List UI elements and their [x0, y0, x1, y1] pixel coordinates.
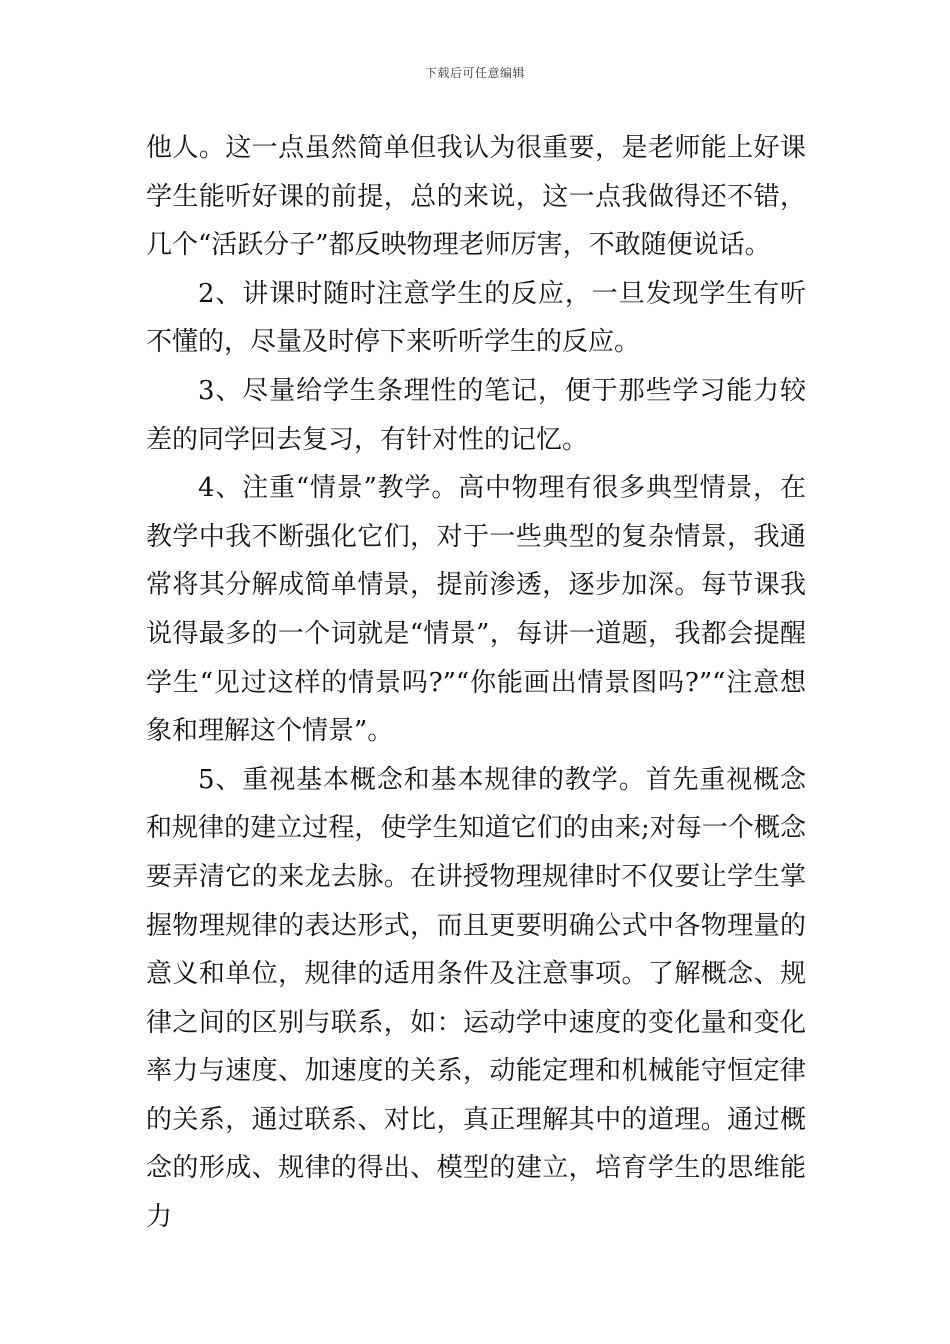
paragraph-item-5: 5、重视基本概念和基本规律的教学。首先重视概念和规律的建立过程，使学生知道它们的由来;对每一个概念要弄清它的来龙去脉。在讲授物理规律时不仅要让学生掌握物理规律的表达形式，而且更要明确公式中各物理量的意义和单位，规律的适用条件及注意事项。了解概念、规律之间的区别与联系，如：运动学中速度的变化量和变化率力与速度、加速度的关系，动能定理和机械能守恒定律的关系，通过联系、对比，真正理解其中的道理。通过概念的形成、规律的得出、模型的建立，培育学生的思维能力	[146, 764, 806, 1233]
paragraph-item-3: 3、尽量给学生条理性的笔记，便于那些学习能力较差的同学回去复习，有针对性的记忆。	[146, 375, 806, 455]
page-header: 下载后可任意编辑	[424, 66, 525, 80]
paragraph-item-4: 4、注重“情景”教学。高中物理有很多典型情景，在教学中我不断强化它们，对于一些典型的复杂情景，我通常将其分解成简单情景，提前渗透，逐步加深。每节课我说得最多的一个词就是“情景”，每讲一道题，我都会提醒学生“见过这样的情景吗?”“你能画出情景图吗?”“注意想象和理解这个情景”。	[146, 473, 806, 747]
document-body	[146, 124, 806, 1242]
paragraph-item-2: 2、讲课时随时注意学生的反应，一旦发现学生有听不懂的，尽量及时停下来听听学生的反应。	[146, 278, 806, 358]
paragraph-continuation: 他人。这一点虽然简单但我认为很重要，是老师能上好课学生能听好课的前提，总的来说，这一点我做得还不错，几个“活跃分子”都反映物理老师厉害，不敢随便说话。	[146, 133, 806, 261]
